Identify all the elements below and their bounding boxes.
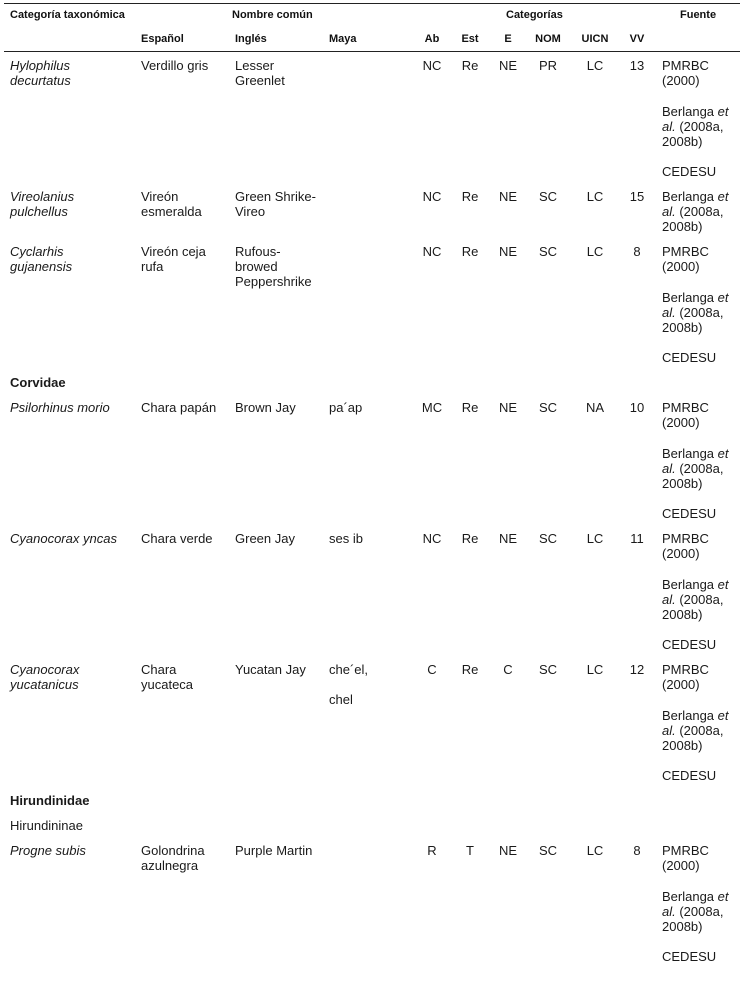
subfamily-name: Hirundininae: [10, 818, 83, 833]
header-vv: VV: [629, 33, 645, 45]
fuente-run: (2008a, 2008b): [662, 723, 724, 753]
cell-uicn: LC: [586, 244, 604, 259]
cell-e: NE: [498, 244, 518, 259]
fuente-run: CEDESU: [662, 949, 717, 964]
cell-ab: NC: [422, 58, 442, 73]
fuente-italic-run: et al.: [662, 446, 729, 476]
family-name: Hirundinidae: [10, 793, 90, 808]
cell-nom: SC: [538, 662, 558, 677]
cell-fuente-reference: [662, 58, 740, 88]
cell-ab: MC: [421, 400, 443, 415]
cell-ingles: Green Jay: [235, 531, 295, 546]
header-fuente: Fuente: [680, 9, 717, 21]
fuente-run: (2008a, 2008b): [662, 305, 724, 335]
header-nom: NOM: [535, 33, 561, 45]
cell-ingles: Rufous- browed Peppershrike: [235, 244, 312, 289]
fuente-run: (2008a, 2008b): [662, 592, 724, 622]
cell-ingles: Green Shrike- Vireo: [235, 189, 316, 219]
cell-vv: 15: [629, 189, 645, 204]
fuente-run: (2008a, 2008b): [662, 119, 724, 149]
cell-ingles: Purple Martin: [235, 843, 313, 858]
cell-espanol: Vireón ceja rufa: [141, 244, 206, 274]
cell-vv: 8: [633, 244, 641, 259]
cell-e: NE: [498, 189, 518, 204]
cell-uicn: LC: [586, 189, 604, 204]
cell-uicn: LC: [586, 58, 604, 73]
header-ab: Ab: [424, 33, 440, 45]
cell-ab: NC: [422, 244, 442, 259]
cell-ab: C: [427, 662, 437, 677]
cell-nom: SC: [538, 244, 558, 259]
cell-fuente-reference: [662, 889, 740, 934]
fuente-run: Berlanga: [662, 104, 718, 119]
cell-fuente-reference: [662, 708, 740, 753]
cell-taxon: Cyanocorax yncas: [10, 531, 117, 546]
fuente-run: CEDESU: [662, 350, 717, 365]
cell-maya: che´el, chel: [329, 662, 369, 707]
fuente-italic-run: et al.: [662, 889, 729, 919]
header-maya: Maya: [329, 33, 357, 45]
cell-fuente-reference: [662, 164, 740, 179]
cell-nom: SC: [538, 843, 558, 858]
fuente-run: CEDESU: [662, 768, 717, 783]
cell-ingles: Lesser Greenlet: [235, 58, 285, 88]
cell-e: NE: [498, 843, 518, 858]
cell-uicn: LC: [586, 531, 604, 546]
header-est: Est: [461, 33, 479, 45]
fuente-run: PMRBC (2000): [662, 58, 709, 88]
table-top-rule: [4, 3, 740, 4]
fuente-run: Berlanga: [662, 290, 718, 305]
cell-fuente-reference: [662, 446, 740, 491]
cell-fuente-reference: [662, 189, 740, 234]
header-e: E: [504, 33, 512, 45]
cell-fuente-reference: [662, 350, 740, 365]
cell-taxon: Psilorhinus morio: [10, 400, 110, 415]
cell-fuente-reference: [662, 506, 740, 521]
cell-nom: SC: [538, 189, 558, 204]
cell-fuente-reference: [662, 637, 740, 652]
fuente-run: Berlanga: [662, 446, 718, 461]
family-name: Corvidae: [10, 375, 66, 390]
cell-maya: ses ib: [329, 531, 363, 546]
header-bottom-rule: [4, 51, 740, 52]
cell-taxon: Cyclarhis gujanensis: [10, 244, 73, 274]
fuente-italic-run: et al.: [662, 708, 729, 738]
cell-ab: NC: [422, 189, 442, 204]
cell-ingles: Yucatan Jay: [235, 662, 306, 677]
fuente-run: Berlanga: [662, 889, 718, 904]
cell-vv: 13: [629, 58, 645, 73]
fuente-run: Berlanga: [662, 577, 718, 592]
cell-vv: 8: [633, 843, 641, 858]
cell-uicn: LC: [586, 662, 604, 677]
fuente-run: Berlanga: [662, 708, 718, 723]
fuente-run: (2008a, 2008b): [662, 461, 724, 491]
fuente-run: PMRBC (2000): [662, 400, 709, 430]
header-categoria-taxonomica: Categoría taxonómica: [10, 9, 125, 21]
cell-espanol: Chara verde: [141, 531, 213, 546]
fuente-italic-run: et al.: [662, 577, 729, 607]
cell-fuente-reference: [662, 531, 740, 561]
cell-ingles: Brown Jay: [235, 400, 296, 415]
cell-espanol: Chara papán: [141, 400, 217, 415]
cell-taxon: Cyanocorax yucatanicus: [10, 662, 80, 692]
cell-espanol: Golondrina azulnegra: [141, 843, 205, 873]
cell-uicn: NA: [585, 400, 605, 415]
cell-fuente-reference: [662, 662, 740, 692]
fuente-run: Berlanga: [662, 189, 718, 204]
cell-espanol: Verdillo gris: [141, 58, 209, 73]
header-categorias: Categorías: [506, 9, 563, 21]
fuente-run: PMRBC (2000): [662, 244, 709, 274]
fuente-run: PMRBC (2000): [662, 531, 709, 561]
cell-fuente-reference: [662, 244, 740, 274]
header-ingles: Inglés: [235, 33, 267, 45]
fuente-italic-run: et al.: [662, 189, 729, 219]
fuente-run: (2008a, 2008b): [662, 204, 724, 234]
cell-espanol: Chara yucateca: [141, 662, 194, 692]
cell-est: T: [466, 843, 474, 858]
cell-vv: 11: [630, 531, 644, 546]
cell-ab: NC: [422, 531, 442, 546]
cell-vv: 12: [629, 662, 645, 677]
fuente-run: PMRBC (2000): [662, 843, 709, 873]
fuente-italic-run: et al.: [662, 290, 729, 320]
header-uicn: UICN: [581, 33, 609, 45]
header-nombre-comun: Nombre común: [232, 9, 313, 21]
cell-e: NE: [498, 531, 518, 546]
header-espanol: Español: [141, 33, 184, 45]
cell-fuente-reference: [662, 577, 740, 622]
cell-est: Re: [461, 531, 479, 546]
cell-vv: 10: [629, 400, 645, 415]
cell-est: Re: [461, 244, 479, 259]
cell-espanol: Vireón esmeralda: [141, 189, 202, 219]
cell-est: Re: [461, 58, 479, 73]
fuente-run: CEDESU: [662, 637, 717, 652]
fuente-run: PMRBC (2000): [662, 662, 709, 692]
cell-e: C: [503, 662, 513, 677]
cell-fuente-reference: [662, 290, 740, 335]
cell-est: Re: [461, 189, 479, 204]
cell-taxon: Hylophilus decurtatus: [10, 58, 71, 88]
fuente-italic-run: et al.: [662, 104, 729, 134]
cell-e: NE: [498, 400, 518, 415]
cell-fuente-reference: [662, 949, 740, 964]
fuente-run: CEDESU: [662, 164, 717, 179]
cell-est: Re: [461, 662, 479, 677]
cell-fuente-reference: [662, 768, 740, 783]
cell-nom: SC: [538, 400, 558, 415]
cell-fuente-reference: [662, 400, 740, 430]
cell-nom: SC: [538, 531, 558, 546]
cell-est: Re: [461, 400, 479, 415]
cell-fuente-reference: [662, 843, 740, 873]
cell-e: NE: [498, 58, 518, 73]
cell-maya: pa´ap: [329, 400, 363, 415]
cell-taxon: Progne subis: [10, 843, 86, 858]
cell-ab: R: [427, 843, 437, 858]
fuente-run: CEDESU: [662, 506, 717, 521]
cell-nom: PR: [538, 58, 558, 73]
cell-taxon: Vireolanius pulchellus: [10, 189, 75, 219]
fuente-run: (2008a, 2008b): [662, 904, 724, 934]
cell-fuente-reference: [662, 104, 740, 149]
cell-uicn: LC: [586, 843, 604, 858]
